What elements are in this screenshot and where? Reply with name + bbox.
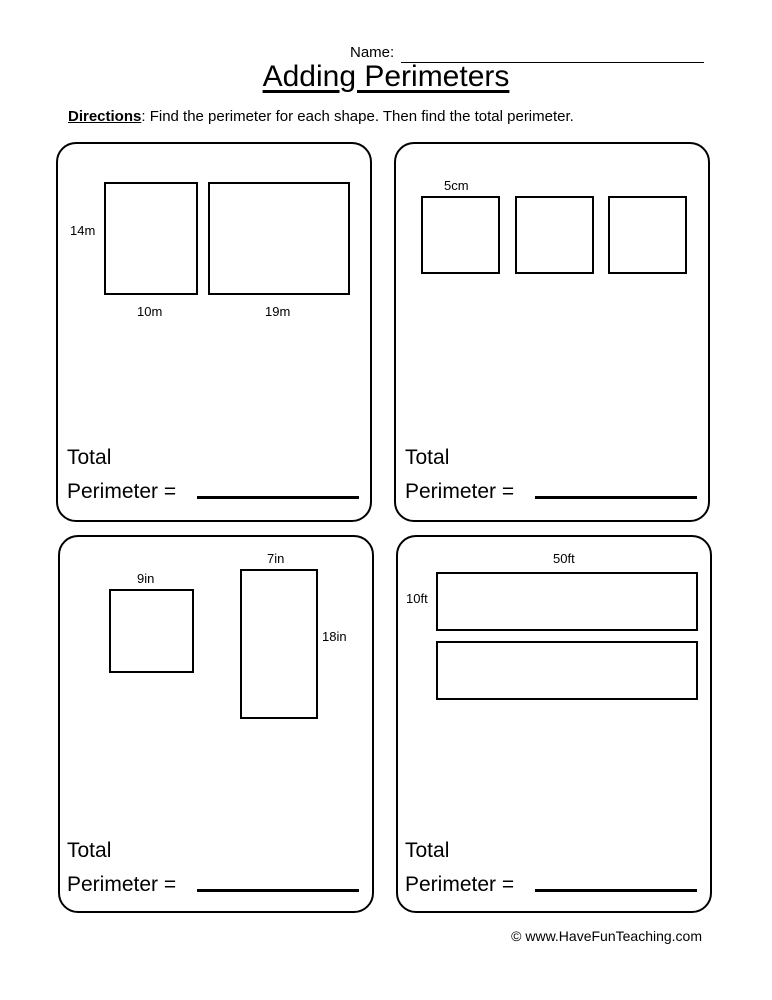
total-label: Total xyxy=(67,446,112,469)
square-2 xyxy=(515,196,594,274)
label-5cm: 5cm xyxy=(444,178,469,193)
rectangle-7in-by-18in xyxy=(240,569,318,719)
square-9in xyxy=(109,589,194,673)
worksheet-title: Adding Perimeters xyxy=(262,60,510,93)
rectangle-14m-by-10m xyxy=(104,182,198,295)
total-label: Total xyxy=(405,446,450,469)
square-1 xyxy=(421,196,500,274)
label-50ft: 50ft xyxy=(553,551,575,566)
label-7in: 7in xyxy=(267,551,285,566)
perimeter-label: Perimeter = xyxy=(67,480,177,503)
perimeter-answer-line[interactable] xyxy=(535,496,697,499)
label-19m: 19m xyxy=(265,304,291,319)
name-label: Name: xyxy=(350,44,395,61)
perimeter-label: Perimeter = xyxy=(67,873,177,896)
rectangle-50ft-by-10ft-1 xyxy=(436,572,698,631)
perimeter-answer-line[interactable] xyxy=(535,889,697,892)
perimeter-answer-line[interactable] xyxy=(197,496,359,499)
directions-label: Directions xyxy=(68,108,142,125)
copyright-footer: © www.HaveFunTeaching.com xyxy=(511,928,702,944)
perimeter-label: Perimeter = xyxy=(405,873,515,896)
total-label: Total xyxy=(405,839,450,862)
square-3 xyxy=(608,196,687,274)
label-14m: 14m xyxy=(70,223,96,238)
directions xyxy=(68,108,574,125)
label-9in: 9in xyxy=(137,571,155,586)
rectangle-50ft-by-10ft-2 xyxy=(436,641,698,700)
perimeter-answer-line[interactable] xyxy=(197,889,359,892)
perimeter-label: Perimeter = xyxy=(405,480,515,503)
label-10m: 10m xyxy=(137,304,163,319)
label-10ft: 10ft xyxy=(406,591,428,606)
rectangle-19m xyxy=(208,182,350,295)
label-18in: 18in xyxy=(322,629,347,644)
total-label: Total xyxy=(67,839,112,862)
directions-text: : Find the perimeter for each shape. Then find the total perimeter. xyxy=(141,108,574,125)
